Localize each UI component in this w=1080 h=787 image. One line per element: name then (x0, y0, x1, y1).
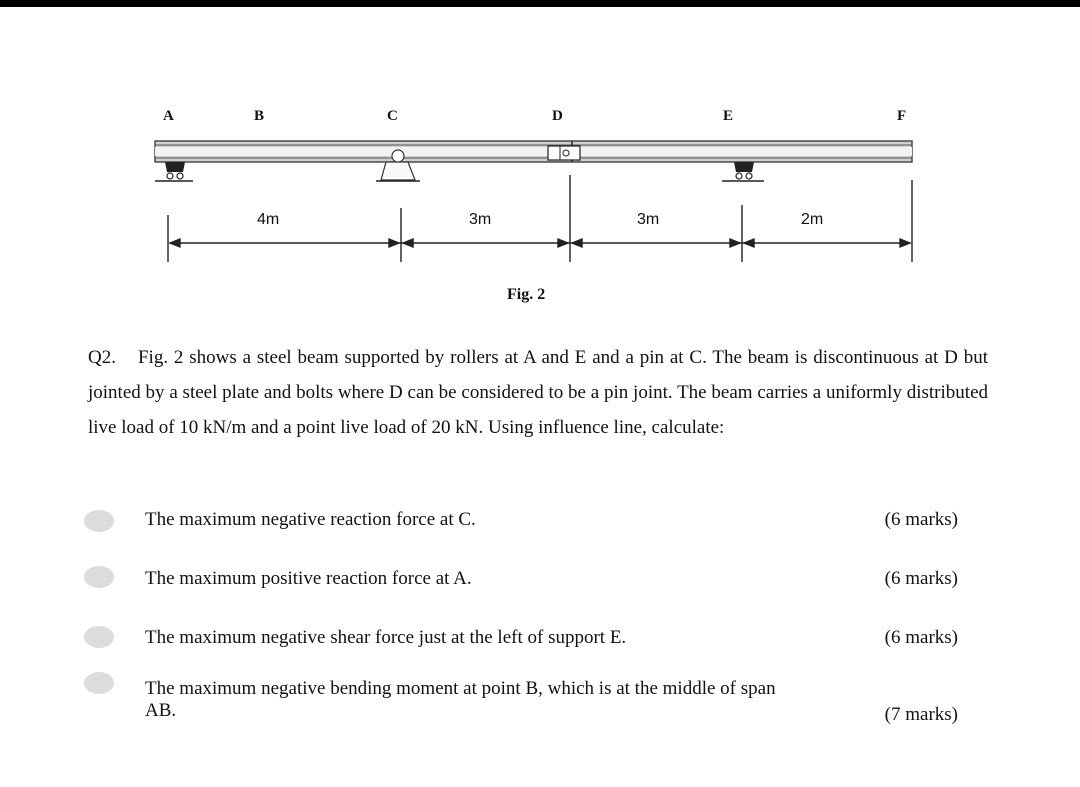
item-3-marks: (6 marks) (884, 627, 958, 648)
item-4-marks: (7 marks) (884, 704, 958, 725)
steel-beam (155, 141, 912, 162)
label-e: E (723, 108, 734, 124)
item-1-marks: (6 marks) (884, 509, 958, 530)
bullet-marker (84, 626, 114, 648)
bullet-marker (84, 672, 114, 694)
label-f: F (897, 108, 907, 124)
roller-support-e (722, 162, 764, 181)
label-c: C (387, 108, 398, 124)
label-d: D (552, 108, 563, 124)
label-a: A (163, 108, 174, 124)
beam-figure (0, 0, 1080, 310)
joint-plate-d (548, 146, 580, 160)
question-text: Fig. 2 shows a steel beam supported by rollers at A and E and a pin at C. The beam is discontinuous at D but jointed by a steel plate and bolts where D can be considered to be a pin joint. The beam carries a uniformly distributed live load of 10 kN/m and a point live load of 20 kN. Using influence line, calculate: (88, 347, 988, 438)
item-2-marks: (6 marks) (884, 568, 958, 589)
bullet-marker (84, 566, 114, 588)
bullet-marker (84, 510, 114, 532)
span-ef-label: 2m (801, 211, 824, 228)
item-1-text: The maximum negative reaction force at C. (145, 509, 476, 530)
roller-support-a (155, 162, 193, 181)
item-2-text: The maximum positive reaction force at A. (145, 568, 472, 589)
item-4-text: The maximum negative bending moment at point B, which is at the middle of span AB. (145, 678, 776, 721)
item-3-text: The maximum negative shear force just at the left of support E. (145, 627, 627, 648)
figure-caption: Fig. 2 (507, 286, 546, 303)
span-cd-label: 3m (469, 211, 492, 228)
span-ab-label: 4m (257, 211, 280, 228)
question-paragraph (88, 340, 988, 445)
label-b: B (254, 108, 265, 124)
span-de-label: 3m (637, 211, 660, 228)
question-number: Q2. (88, 347, 116, 368)
